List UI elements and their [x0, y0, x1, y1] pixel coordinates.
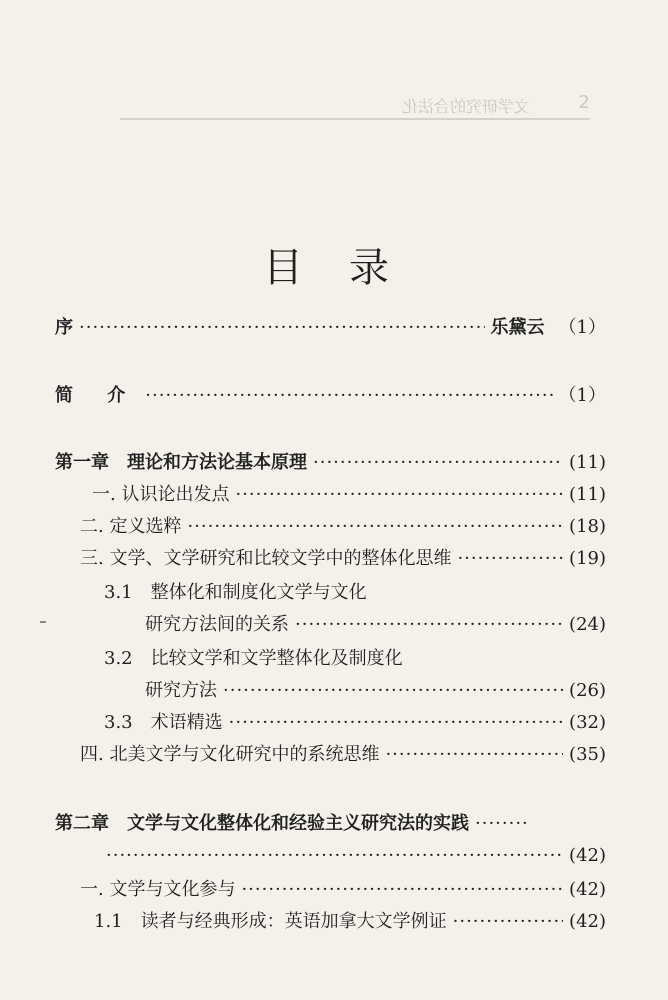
ghost-header-title: 文学研究的合法化	[401, 97, 530, 116]
toc-entry-label: 一. 文学与文化参与	[80, 879, 236, 900]
toc-entry-page: (42)	[569, 879, 606, 900]
toc-entry-label: 研究方法	[145, 680, 217, 701]
leader-dots	[145, 384, 552, 408]
toc-entry-page: （1）	[558, 317, 606, 338]
toc-entry-1-4[interactable]	[80, 743, 606, 767]
toc-entry-introduction[interactable]	[55, 384, 606, 408]
leader-dots	[235, 483, 563, 507]
leader-dots	[295, 613, 563, 637]
leader-dots	[229, 711, 563, 735]
page-title: 目录	[263, 245, 435, 291]
toc-entry-1-2[interactable]	[80, 515, 606, 539]
leader-dots	[457, 547, 563, 571]
toc-entry-page: (42)	[569, 845, 606, 866]
toc-entry-page: (35)	[569, 744, 606, 765]
toc-entry-page: (11)	[569, 484, 606, 505]
toc-entry-3-2-cont[interactable]	[145, 679, 606, 703]
toc-entry-page: (18)	[569, 516, 606, 537]
toc-entry-label: 1.1 读者与经典形成：英语加拿大文学例证	[94, 911, 447, 932]
toc-entry-page: (11)	[569, 452, 606, 473]
leader-dots	[313, 451, 563, 475]
toc-entry-page: (42)	[569, 911, 606, 932]
toc-entry-page: (32)	[569, 712, 606, 733]
toc-entry-label: 3.3 术语精选	[104, 712, 223, 733]
toc-entry-chapter-2[interactable]	[55, 812, 606, 836]
toc-entry-3-2[interactable]	[104, 647, 606, 671]
toc-entry-preface[interactable]	[55, 316, 606, 340]
toc-entry-label: 二. 定义选粹	[80, 516, 182, 537]
toc-entry-label: 序	[55, 317, 73, 338]
toc-entry-3-1-cont[interactable]	[145, 613, 606, 637]
leader-dots	[223, 679, 563, 703]
toc-entry-label: 第一章 理论和方法论基本原理	[55, 452, 307, 473]
toc-entry-label: 三. 文学、文学研究和比较文学中的整体化思维	[80, 548, 452, 569]
toc-entry-label: 3.1 整体化和制度化文学与文化	[104, 582, 367, 603]
toc-entry-label: 四. 北美文学与文化研究中的系统思维	[80, 744, 380, 765]
toc-entry-chapter-2-cont[interactable]	[106, 844, 606, 868]
leader-dots	[475, 812, 527, 836]
leader-dots	[187, 515, 563, 539]
toc-entry-label: 一. 认识论出发点	[92, 484, 230, 505]
leader-dots	[241, 878, 563, 902]
toc-entry-label: 研究方法间的关系	[145, 614, 289, 635]
toc-entry-1-3[interactable]	[80, 547, 606, 571]
leader-dots	[79, 316, 485, 340]
toc-entry-label: 简 介	[55, 385, 140, 406]
toc-entry-2-1[interactable]	[80, 878, 606, 902]
toc-entry-page: (24)	[569, 614, 606, 635]
toc-entry-label: 3.2 比较文学和文学整体化及制度化	[104, 648, 403, 669]
bleed-through-header	[120, 92, 590, 120]
toc-entry-page: (19)	[569, 548, 606, 569]
toc-entry-label: 第二章 文学与文化整体化和经验主义研究法的实践	[55, 813, 469, 834]
leader-dots	[453, 910, 563, 934]
toc-entry-author: 乐黛云	[490, 317, 545, 338]
toc-entry-2-1-1[interactable]	[94, 910, 606, 934]
print-mark	[40, 621, 46, 623]
toc-entry-chapter-1[interactable]	[55, 451, 606, 475]
toc-entry-3-3[interactable]	[104, 711, 606, 735]
toc-entry-page: (26)	[569, 680, 606, 701]
toc-entry-page: （1）	[558, 385, 606, 406]
toc-entry-1-1[interactable]	[92, 483, 606, 507]
leader-dots	[106, 844, 563, 868]
toc-entry-3-1[interactable]	[104, 581, 606, 605]
ghost-header-page: 2	[578, 92, 590, 113]
leader-dots	[385, 743, 563, 767]
